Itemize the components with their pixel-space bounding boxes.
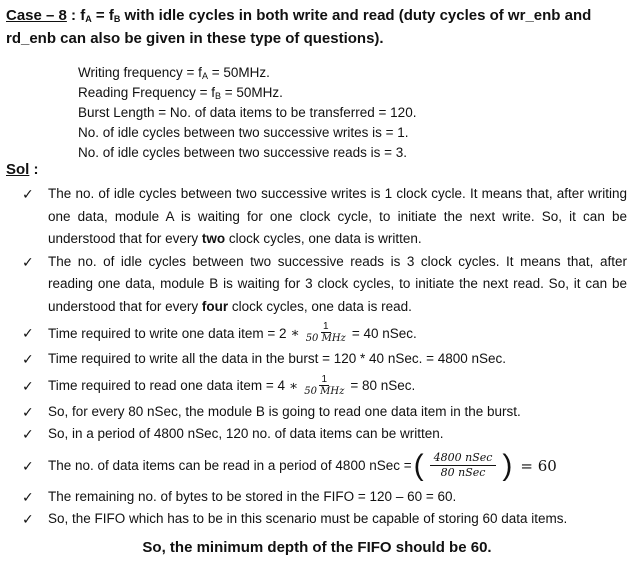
check-icon: ✓ [22, 253, 34, 270]
given-parameters [78, 63, 416, 163]
check-icon: ✓ [22, 377, 34, 394]
solution-point: ✓ Time required to write one data item = 2 ∗ $\frac{1}{\text{50 MHz}}$ = 40 nSec. [22, 321, 417, 344]
case-heading: Case – 8 : $f_A = f_B$ with idle cycles in both write and read (duty cycles of wr_enb and rd_enb can also be given in these type of questions). [6, 7, 592, 47]
fraction: $\frac{1}{\text{50 MHz}}$ [304, 373, 345, 397]
given-writing-frequency: Writing frequency = $f_A = 50MHz$. [78, 65, 270, 81]
check-icon: ✓ [22, 325, 34, 341]
solution-point: ✓ The remaining no. of bytes to be stored in the FIFO = 120 – 60 = 60. [22, 486, 627, 509]
conclusion: So, the minimum depth of the FIFO should be 60. [142, 539, 492, 556]
solution-point: ✓ The no. of idle cycles between two successive reads is 3 clock cycles. It means that, after reading one data, module B is waiting for 3 clock cycles, to initiate the next read. So, it can be understood that for every four clock cycles, one data is read. [22, 251, 627, 319]
solution-point: ✓ Time required to read one data item = 4 ∗ $\frac{1}{\text{50 MHz}}$ = 80 nSec. [22, 373, 416, 397]
given-reading-frequency: Reading Frequency = $f_B = 50MHz$. [78, 85, 283, 101]
check-icon: ✓ [22, 488, 34, 505]
check-icon: ✓ [22, 426, 34, 442]
solution-point: ✓ The no. of data items can be read in a period of 4800 nSec = ( $\frac{\text{4800 nSec}}{\text{80 nSec}}$ ) = 60 [22, 448, 557, 482]
check-icon: ✓ [22, 186, 34, 202]
check-icon: ✓ [22, 403, 34, 420]
given-write-idle-cycles: No. of idle cycles between two successive writes is = 1. [78, 125, 409, 140]
solution-point: ✓ So, in a period of 4800 nSec, 120 no. of data items can be written. [22, 423, 627, 446]
case-label: Case – 8 [6, 7, 67, 24]
check-icon: ✓ [22, 457, 34, 474]
fraction: $\frac{\text{4800 nSec}}{\text{80 nSec}}$ [430, 451, 497, 480]
heading-text: with idle cycles in both write and read (duty cycles of wr_enb and rd_enb can also be given in these type of questions). [6, 7, 592, 47]
solution-point: ✓ So, for every 80 nSec, the module B is going to read one data item in the burst. [22, 401, 627, 424]
solution-list [22, 183, 627, 531]
solution-point: ✓ So, the FIFO which has to be in this scenario must be capable of storing 60 data items. [22, 508, 627, 531]
solution-label: Sol : [6, 161, 39, 178]
solution-point: ✓ Time required to write all the data in the burst = 120 * 40 nSec. = 4800 nSec. [22, 348, 627, 371]
solution-point: ✓ The no. of idle cycles between two successive writes is 1 clock cycle. It means that, after writing one data, module A is waiting for one clock cycle, to initiate the next write. So, it can be understood that for every two clock cycles, one data is written. [22, 183, 627, 251]
given-read-idle-cycles: No. of idle cycles between two successive reads is = 3. [78, 145, 408, 160]
check-icon: ✓ [22, 511, 34, 527]
given-burst-length: Burst Length = No. of data items to be transferred = 120. [78, 105, 417, 120]
check-icon: ✓ [22, 351, 34, 367]
fraction: $\frac{1}{\text{50 MHz}}$ [305, 321, 346, 344]
